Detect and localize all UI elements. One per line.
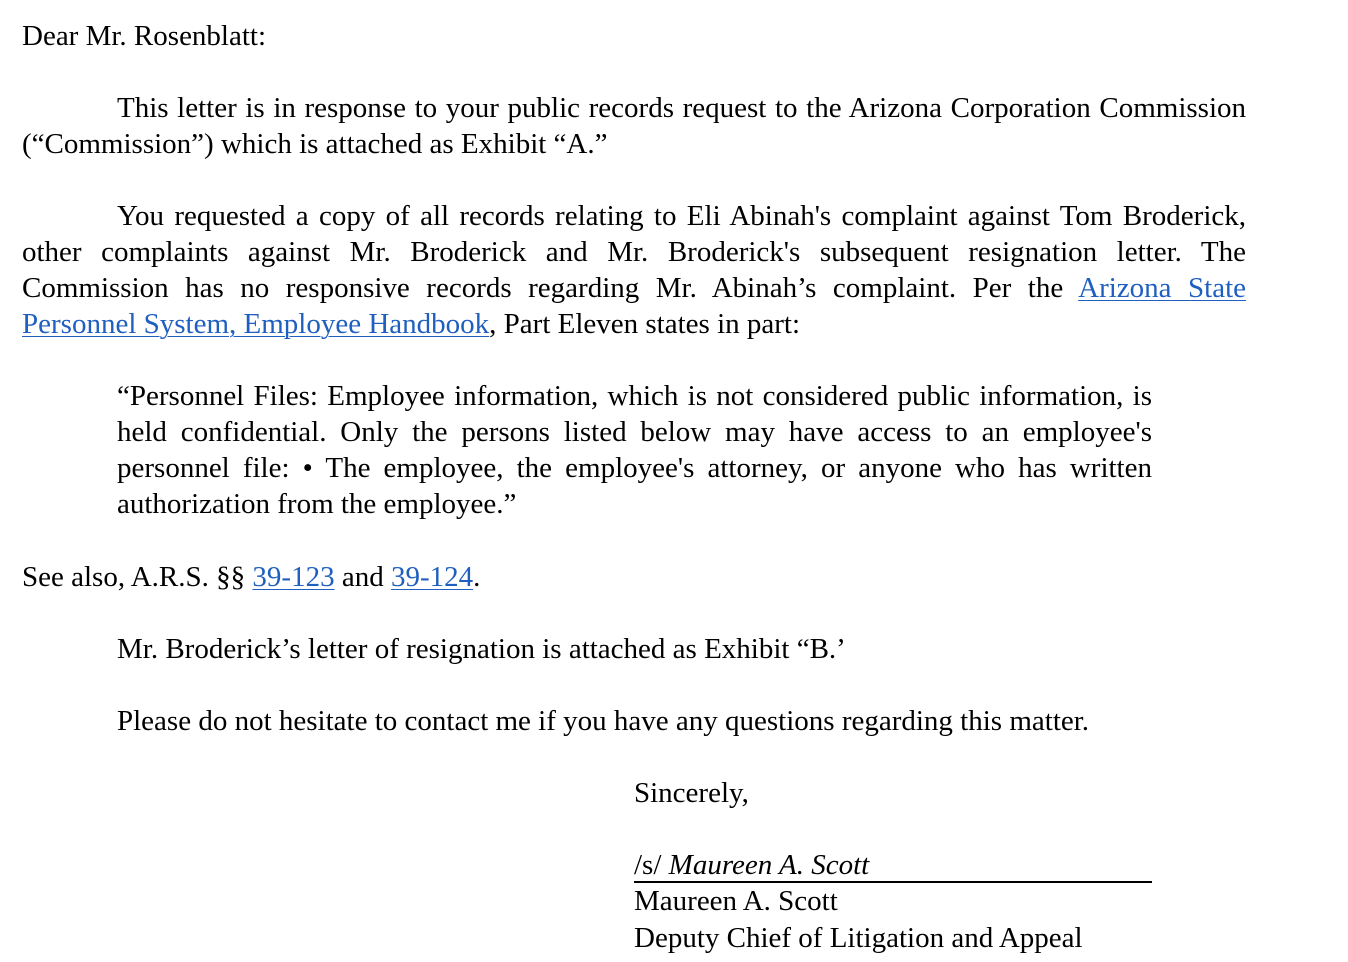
signer-name: Maureen A. Scott bbox=[634, 885, 838, 917]
block-quote-personnel-files: “Personnel Files: Employee information, which is not considered public information, is held confidential. Only the persons listed below may have access to an employee's personnel file: • The employee, the employee's attorney, or anyone who has written authorization from the employee.” bbox=[117, 380, 1152, 520]
paragraph-request-details bbox=[22, 198, 1246, 342]
paragraph-contact: Please do not hesitate to contact me if you have any questions regarding this matter. bbox=[117, 705, 1090, 737]
see-also-prefix: See also, A.R.S. §§ bbox=[22, 561, 253, 593]
closing-sincerely: Sincerely, bbox=[634, 777, 749, 809]
paragraph-response-intro: This letter is in response to your public records request to the Arizona Corporation Commission (“Commission”) which is attached as Exhibit “A.” bbox=[22, 92, 1246, 160]
paragraph-resignation-exhibit: Mr. Broderick’s letter of resignation is attached as Exhibit “B.’ bbox=[117, 633, 846, 665]
salutation: Dear Mr. Rosenblatt: bbox=[22, 20, 267, 52]
signature-signed-name: Maureen A. Scott bbox=[668, 849, 870, 881]
signature-slash-s: /s/ bbox=[634, 849, 669, 881]
see-also-statutes bbox=[22, 559, 480, 595]
see-also-suffix: . bbox=[473, 561, 481, 593]
employee-handbook-link[interactable]: Arizona State Personnel System, Employee Handbook bbox=[22, 272, 1247, 340]
see-also-and: and bbox=[334, 561, 391, 593]
paragraph-request-tail: , Part Eleven states in part: bbox=[489, 308, 801, 340]
signature-line bbox=[634, 847, 1152, 883]
statute-39-124-link[interactable]: 39-124 bbox=[390, 561, 474, 593]
paragraph-request-text: You requested a copy of all records relating to Eli Abinah's complaint against Tom Broderick, other complaints against Mr. Broderick and Mr. Broderick's subsequent resignation letter. The Commission has no responsive records regarding Mr. Abinah’s complaint. Per the bbox=[22, 200, 1246, 304]
signer-title: Deputy Chief of Litigation and Appeal bbox=[634, 922, 1083, 954]
statute-39-123-link[interactable]: 39-123 bbox=[252, 561, 335, 593]
